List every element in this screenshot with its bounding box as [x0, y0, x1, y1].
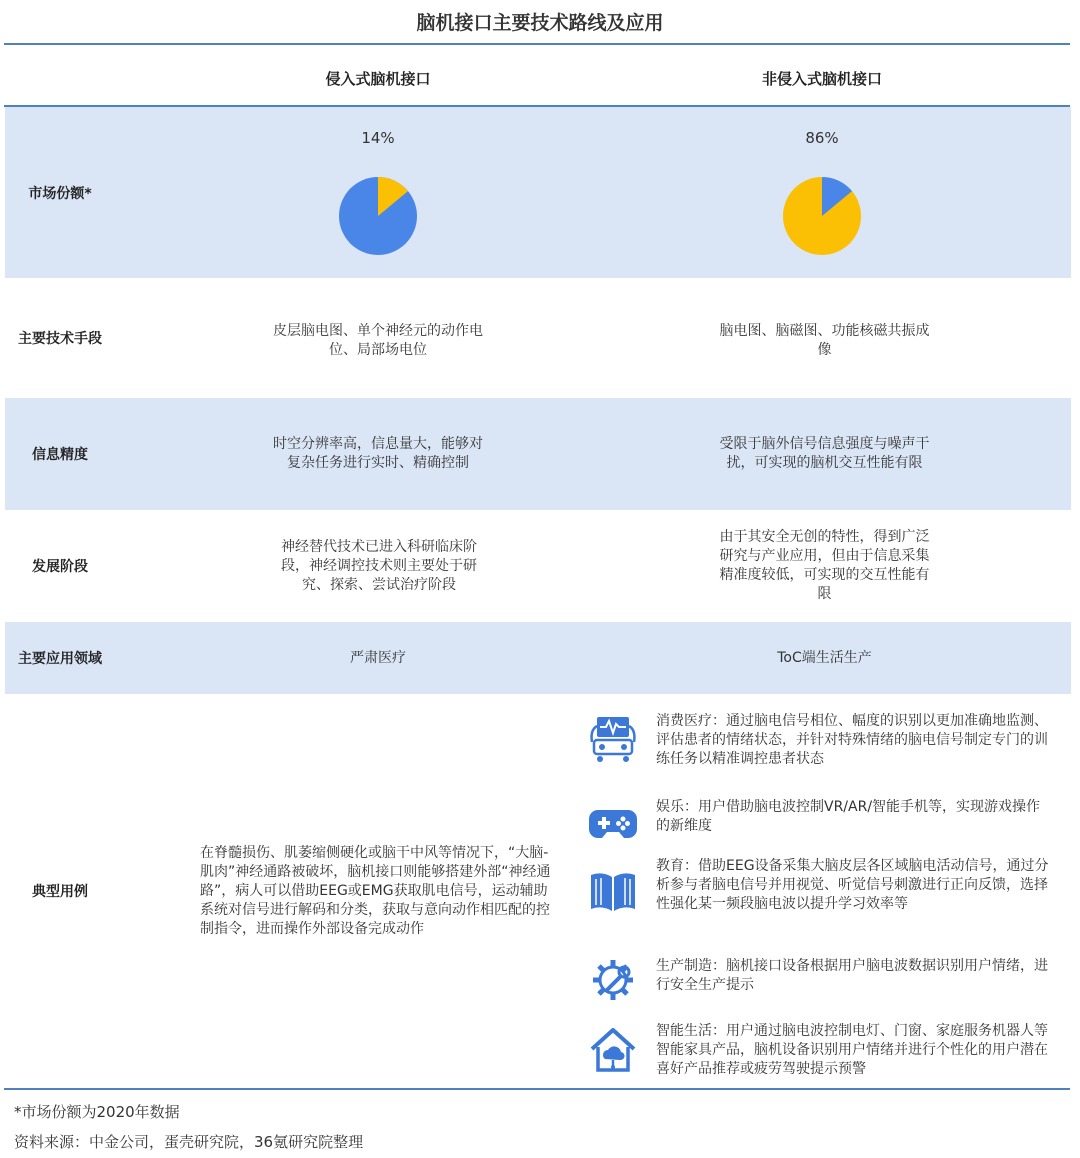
examples-invasive: 在脊髓损伤、肌萎缩侧硬化或脑干中风等情况下，“大脑-肌肉”神经通路被破坏，脑机接口则能够搭建外部“神经通路”，病人可以借助EEG或EMG获取肌电信号，运动辅助系统对信号进行解码和分类，获取与意向动作相匹配的控制指令，进而操作外部设备完成动作 — [200, 844, 551, 937]
row-market-share — [5, 107, 1071, 278]
example-item-entertainment — [588, 798, 1068, 848]
precision-invasive: 时空分辨率高，信息量大，能够对复杂任务进行实时、精确控制 — [273, 436, 483, 471]
stage-invasive: 神经替代技术已进入科研临床阶段，神经调控技术则主要处于研究、探索、尝试治疗阶段 — [281, 538, 477, 593]
noninvasive-share-pie — [781, 175, 863, 257]
noninvasive-share-value: 86% — [805, 129, 839, 147]
example-item-medical — [588, 712, 1068, 772]
example-item-education — [588, 857, 1068, 937]
row-label-market-share: 市场份额* — [28, 185, 92, 202]
stage-noninvasive: 由于其安全无创的特性，得到广泛研究与产业应用，但由于信息采集精准度较低，可实现的交互性能有限 — [719, 529, 930, 602]
application-noninvasive: ToC端生活生产 — [777, 649, 872, 666]
page-title: 脑机接口主要技术路线及应用 — [416, 12, 664, 34]
invasive-share-pie — [337, 175, 419, 257]
gamepad-icon — [588, 798, 638, 848]
example-text-medical: 消费医疗：通过脑电信号相位、幅度的识别以更加准确地监测、评估患者的情绪状态，并针对特殊情绪的脑电信号制定专门的训练任务以精准调控患者状态 — [656, 713, 1048, 767]
example-item-manufacturing — [588, 955, 1068, 1009]
row-label-stage: 发展阶段 — [32, 559, 88, 575]
book-icon — [588, 867, 638, 917]
example-text-smart-life: 智能生活：用户通过脑电波控制电灯、门窗、家庭服务机器人等智能家具产品，脑机设备识别用户情绪并进行个性化的用户潜在喜好产品推荐或疲劳驾驶提示预警 — [656, 1023, 1048, 1077]
application-invasive: 严肃医疗 — [350, 649, 406, 666]
example-item-smart-life — [588, 1022, 1068, 1082]
invasive-share-value: 14% — [361, 129, 395, 147]
example-text-manufacturing: 生产制造：脑机接口设备根据用户脑电波数据识别用户情绪，进行安全生产提示 — [656, 958, 1048, 993]
bottom-divider — [4, 1088, 1070, 1090]
medical-device-icon — [588, 714, 638, 764]
technique-invasive: 皮层脑电图、单个神经元的动作电位、局部场电位 — [273, 323, 483, 358]
gear-wrench-icon — [588, 955, 638, 1005]
column-header-invasive: 侵入式脑机接口 — [325, 70, 431, 88]
row-precision — [5, 398, 1071, 510]
row-application — [5, 622, 1071, 694]
column-header-noninvasive: 非侵入式脑机接口 — [761, 70, 882, 88]
example-text-entertainment: 娱乐：用户借助脑电波控制VR/AR/智能手机等，实现游戏操作的新维度 — [656, 799, 1041, 834]
row-label-application: 主要应用领域 — [18, 651, 102, 667]
example-text-education: 教育：借助EEG设备采集大脑皮层各区域脑电活动信号，通过分析参与者脑电信号并用视觉、听觉信号刺激进行正向反馈，选择性强化某一频段脑电波以提升学习效率等 — [656, 858, 1049, 912]
row-technique — [5, 278, 1071, 398]
row-label-technique: 主要技术手段 — [18, 331, 102, 347]
source-note: 资料来源：中金公司，蛋壳研究院，36氪研究院整理 — [14, 1133, 364, 1151]
precision-noninvasive: 受限于脑外信号信息强度与噪声干扰，可实现的脑机交互性能有限 — [719, 436, 930, 471]
technique-noninvasive: 脑电图、脑磁图、功能核磁共振成像 — [719, 323, 930, 358]
row-label-precision: 信息精度 — [32, 447, 88, 463]
footnote-market-share: *市场份额为2020年数据 — [14, 1103, 180, 1121]
smart-home-icon — [588, 1025, 638, 1075]
title-divider — [4, 43, 1070, 45]
row-label-examples: 典型用例 — [32, 884, 88, 900]
row-stage — [5, 510, 1071, 622]
